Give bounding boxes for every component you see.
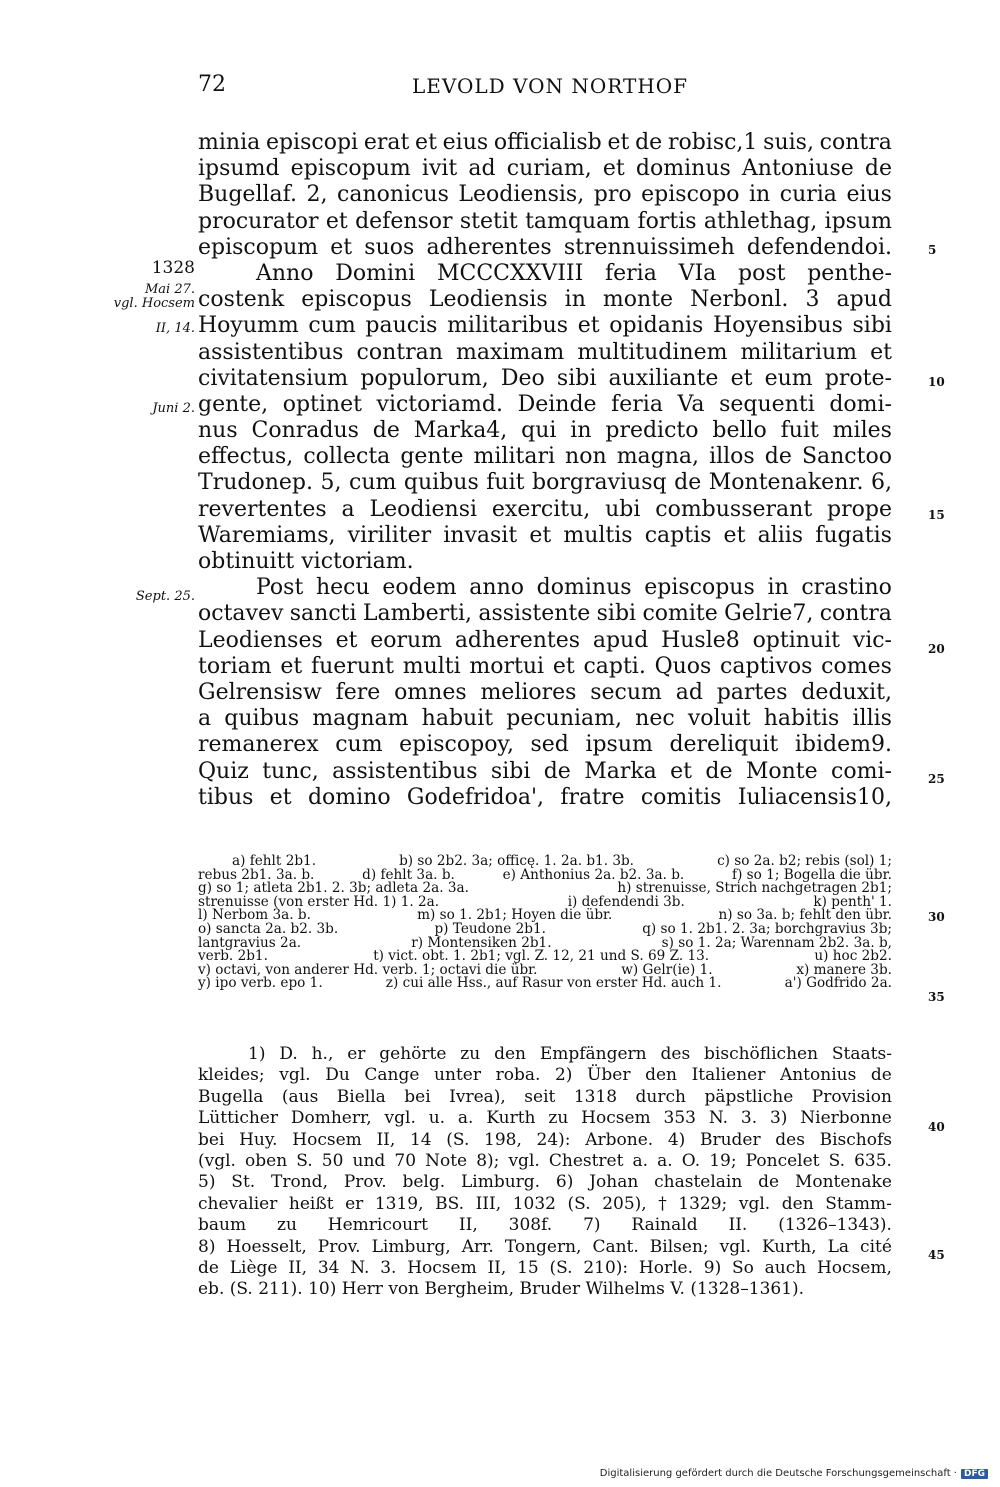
margin-ref-hocsem: vgl. Hocsem: [113, 296, 195, 311]
text-line: toriam et fuerunt multi mortui et capti. Quos captivos comes: [198, 653, 892, 679]
footnote-line: 5) St. Trond, Prov. belg. Limburg. 6) Johan chastelain de Montenake: [198, 1172, 892, 1193]
line-number: 45: [928, 1248, 945, 1262]
apparatus-line: lantgravius 2a. r) Montensiken 2b1. s) so 1. 2a; Warennam 2b2. 3a. b,: [198, 934, 892, 951]
text-line: Anno Domini MCCCXXVIII feria VIa post penthe-: [256, 260, 892, 286]
text-line: Quiz tunc, assistentibus sibi de Marka et de Monte comi-: [198, 758, 892, 784]
text-line: Leodienses et eorum adherentes apud Husle8 optinuit vic-: [198, 627, 892, 653]
apparatus-line: y) ipo verb. epo 1. z) cui alle Hss., auf Rasur von erster Hd. auch 1. a') Godfrido 2a.: [198, 975, 892, 992]
footnotes: [198, 1044, 892, 1301]
footnote-line: baum zu Hemricourt II, 308f. 7) Rainald II. (1326–1343).: [198, 1215, 892, 1236]
line-number: 40: [928, 1120, 945, 1134]
page-number: 72: [198, 72, 226, 97]
footnote-line: Lütticher Domherr, vgl. u. a. Kurth zu Hocsem 353 N. 3. 3) Nierbonne: [198, 1108, 892, 1129]
critical-apparatus: [198, 855, 892, 991]
text-line: effectus, collecta gente militari non magna, illos de Sanctoo: [198, 444, 892, 470]
line-number: 5: [928, 243, 937, 257]
apparatus-line: g) so 1; atleta 2b1. 2. 3b; adleta 2a. 3a. h) strenuisse, Strich nachgetragen 2b1;: [198, 880, 892, 897]
text-line: octavev sancti Lamberti, assistente sibi comite Gelrie7, contra: [198, 601, 892, 627]
text-line: ipsumd episcopum ivit ad curiam, et dominus Antoniuse de: [198, 156, 892, 182]
credit-text: Digitalisierung gefördert durch die Deutsche Forschungsgemeinschaft ·: [599, 1468, 957, 1479]
text-line: Gelrensisw fere omnes meliores secum ad partes deduxit,: [198, 679, 892, 705]
text-line: minia episcopi erat et eius officialisb et de robisc,1 suis, contra: [198, 130, 892, 155]
apparatus-line: a) fehlt 2b1. b) so 2b2. 3a; officę. 1. 2a. b1. 3b. c) so 2a. b2; rebis (sol) 1;: [232, 853, 892, 869]
digitization-credit: [600, 1468, 988, 1479]
margin-date-mai: Mai 27.: [144, 282, 195, 297]
footnote-line: chevalier heißt er 1319, BS. III, 1032 (S. 205), † 1329; vgl. den Stamm-: [198, 1193, 892, 1214]
text-line: costenk episcopus Leodiensis in monte Nerbonl. 3 apud: [198, 287, 892, 313]
line-number: 35: [928, 990, 945, 1004]
text-line: Trudonep. 5, cum quibus fuit borgraviusq de Montenakenr. 6,: [198, 470, 892, 496]
margin-date-sept: Sept. 25.: [135, 589, 195, 604]
dfg-logo-icon: DFG: [961, 1469, 988, 1479]
margin-date-juni: Juni 2.: [152, 401, 195, 416]
running-title: LEVOLD VON NORTHOF: [412, 74, 689, 98]
apparatus-line: l) Nerbom 3a. b. m) so 1. 2b1; Hoyen die übr. n) so 3a. b; fehlt den übr.: [198, 907, 892, 924]
text-line: assistentibus contran maximam multitudinem militarium et: [198, 339, 892, 365]
footnote-line: bei Huy. Hocsem II, 14 (S. 198, 24): Arbone. 4) Bruder des Bischofs: [198, 1129, 892, 1150]
footnote-line: Bugella (aus Biella bei Ivrea), seit 1318 durch päpstliche Provision: [198, 1086, 892, 1107]
margin-ref-volume: II, 14.: [155, 321, 195, 336]
apparatus-line: verb. 2b1. t) vict. obt. 1. 2b1; vgl. Z. 12, 21 und S. 69 Z. 13. u) hoc 2b2.: [198, 948, 892, 965]
line-number: 10: [928, 375, 945, 389]
text-line: obtinuitt victoriam.: [198, 549, 414, 574]
text-line: procurator et defensor stetit tamquam fortis athlethag, ipsum: [198, 208, 892, 234]
margin-year: 1328: [151, 258, 195, 278]
footnote-line: kleides; vgl. Du Cange unter roba. 2) Über den Italiener Antonius de: [198, 1065, 892, 1086]
text-line: Bugellaf. 2, canonicus Leodiensis, pro episcopo in curia eius: [198, 182, 892, 208]
line-number: 20: [928, 642, 945, 656]
footnote-line: 1) D. h., er gehörte zu den Empfängern des bischöflichen Staats-: [248, 1044, 892, 1064]
text-line: episcopum et suos adherentes strennuissimeh defendendoi.: [198, 234, 892, 260]
apparatus-line: o) sancta 2a. b2. 3b. p) Teudone 2b1. q) so 1. 2b1. 2. 3a; borchgravius 3b;: [198, 920, 892, 937]
apparatus-line: rebus 2b1. 3a. b. d) fehlt 3a. b. e) Anthonius 2a. b2. 3a. b. f) so 1; Bogella die übr.: [198, 866, 892, 883]
apparatus-line: strenuisse (von erster Hd. 1) 1. 2a. i) defendendi 3b. k) penth' 1.: [198, 893, 892, 910]
text-line: nus Conradus de Marka4, qui in predicto bello fuit miles: [198, 418, 892, 444]
footnote-line: 8) Hoesselt, Prov. Limburg, Arr. Tongern, Cant. Bilsen; vgl. Kurth, La cité: [198, 1236, 892, 1257]
text-line: gente, optinet victoriamd. Deinde feria Va sequenti domi-: [198, 391, 892, 417]
text-line: revertentes a Leodiensi exercitu, ubi combusserant prope: [198, 496, 892, 522]
text-line: Hoyumm cum paucis militaribus et opidanis Hoyensibus sibi: [198, 313, 892, 339]
footnote-line: eb. (S. 211). 10) Herr von Bergheim, Bruder Wilhelms V. (1328–1361).: [198, 1279, 805, 1300]
line-number: 30: [928, 910, 945, 924]
apparatus-line: v) octavi, von anderer Hd. verb. 1; octavi die übr. w) Gelr(ie) 1. x) manere 3b.: [198, 961, 892, 978]
footnote-line: (vgl. oben S. 50 und 70 Note 8); vgl. Chestret a. a. O. 19; Poncelet S. 635.: [198, 1150, 892, 1171]
text-line: civitatensium populorum, Deo sibi auxiliante et eum prote-: [198, 365, 892, 391]
text-line: a quibus magnam habuit pecuniam, nec voluit habitis illis: [198, 706, 892, 732]
main-text: [198, 130, 892, 811]
line-number: 15: [928, 508, 945, 522]
line-number: 25: [928, 772, 945, 786]
text-line: Post hecu eodem anno dominus episcopus in crastino: [256, 575, 892, 601]
text-line: remanerex cum episcopoy, sed ipsum dereliquit ibidem9.: [198, 732, 892, 758]
text-line: tibus et domino Godefridoa', fratre comitis Iuliacensis10,: [198, 784, 892, 810]
footnote-line: de Liège II, 34 N. 3. Hocsem II, 15 (S. 210): Horle. 9) So auch Hocsem,: [198, 1257, 892, 1278]
text-line: Waremiams, viriliter invasit et multis captis et aliis fugatis: [198, 522, 892, 548]
